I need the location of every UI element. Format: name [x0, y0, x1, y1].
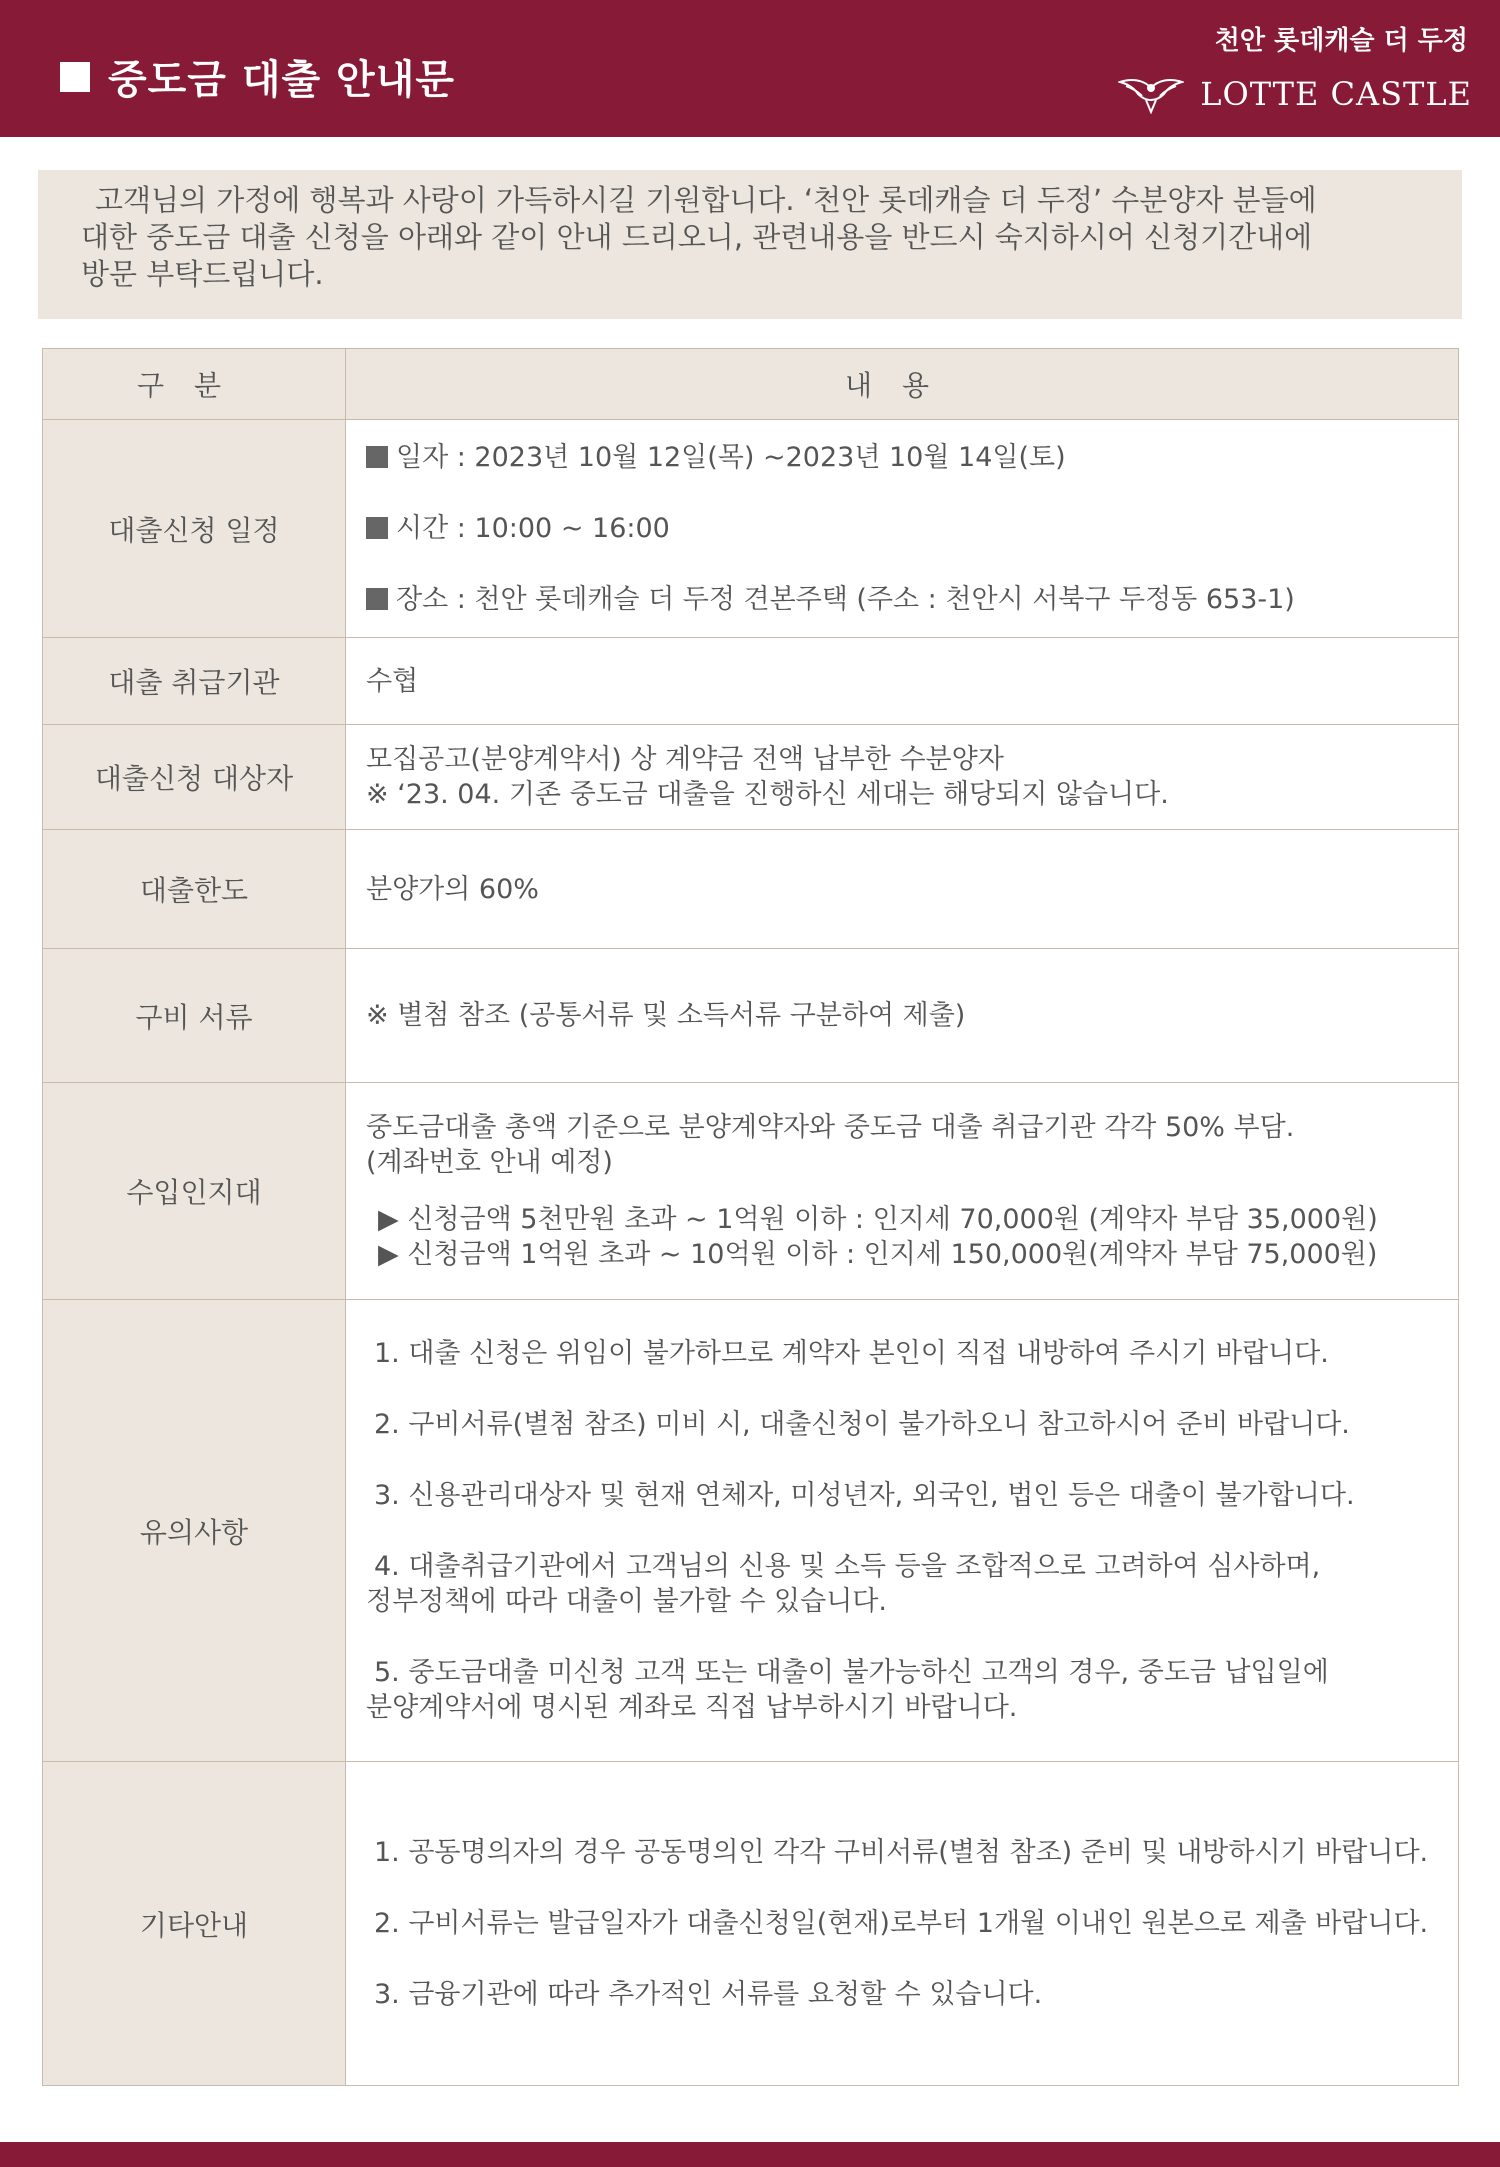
eligibility-line: 모집공고(분양계약서) 상 계약금 전액 납부한 수분양자: [366, 744, 1004, 775]
brand-logo: [1118, 74, 1472, 114]
caution-item: 분양계약서에 명시된 계좌로 직접 납부하시기 바랍니다.: [366, 1692, 1018, 1723]
schedule-date: 일자 : 2023년 10월 12일(목) ~2023년 10월 14일(토): [396, 442, 1066, 473]
intro-box: [38, 170, 1462, 319]
row-label: 대출 취급기관: [43, 638, 346, 725]
row-label: 대출신청 대상자: [43, 725, 346, 830]
row-content: [346, 1762, 1459, 2086]
table-row: [43, 638, 1459, 725]
institution-value: 수협: [366, 665, 419, 697]
table-row: [43, 1300, 1459, 1762]
stamp-tax-item: ▶ 신청금액 5천만원 초과 ~ 1억원 이하 : 인지세 70,000원 (계약자 부담 35,000원): [378, 1204, 1378, 1235]
row-content: [346, 1300, 1459, 1762]
header-bar: [0, 0, 1500, 137]
table-row: [43, 420, 1459, 638]
documents-value: ※ 별첨 참조 (공통서류 및 소득서류 구분하여 제출): [366, 1000, 966, 1031]
square-bullet-icon: [60, 62, 90, 92]
header-content: 내용: [346, 349, 1459, 420]
stamp-tax-line: 중도금대출 총액 기준으로 분양계약자와 중도금 대출 취급기관 각각 50% 부담.: [366, 1112, 1295, 1143]
square-bullet-icon: [366, 446, 388, 468]
square-bullet-icon: [366, 588, 388, 610]
square-bullet-icon: [366, 517, 388, 539]
intro-line: 대한 중도금 대출 신청을 아래와 같이 안내 드리오니, 관련내용을 반드시 숙지하시어 신청기간내에: [81, 220, 1313, 254]
row-content: [346, 638, 1459, 725]
caution-item: 1. 대출 신청은 위임이 불가하므로 계약자 본인이 직접 내방하여 주시기 바랍니다.: [374, 1338, 1329, 1369]
caution-item: 정부정책에 따라 대출이 불가할 수 있습니다.: [366, 1586, 887, 1617]
caution-item: 4. 대출취급기관에서 고객님의 신용 및 소득 등을 조합적으로 고려하여 심사하며,: [374, 1551, 1321, 1582]
intro-line: 방문 부탁드립니다.: [81, 257, 324, 291]
table-row: [43, 1762, 1459, 2086]
row-content: [346, 420, 1459, 638]
caution-item: 5. 중도금대출 미신청 고객 또는 대출이 불가능하신 고객의 경우, 중도금 납입일에: [374, 1657, 1329, 1688]
header-category: 구분: [43, 349, 346, 420]
schedule-place: 장소 : 천안 롯데캐슬 더 두정 견본주택 (주소 : 천안시 서북구 두정동 653-1): [396, 584, 1295, 615]
other-item: 1. 공동명의자의 경우 공동명의인 각각 구비서류(별첨 참조) 준비 및 내방하시기 바랍니다.: [374, 1837, 1429, 1868]
other-item: 3. 금융기관에 따라 추가적인 서류를 요청할 수 있습니다.: [374, 1979, 1043, 2010]
table-row: [43, 725, 1459, 830]
table-row: [43, 1083, 1459, 1300]
row-label: 대출신청 일정: [43, 420, 346, 638]
stamp-tax-line: (계좌번호 안내 예정): [366, 1147, 613, 1178]
row-label: 수입인지대: [43, 1083, 346, 1300]
row-content: [346, 830, 1459, 949]
intro-line: 고객님의 가정에 행복과 사랑이 가득하시길 기원합니다. ‘천안 롯데캐슬 더 두정’ 수분양자 분들에: [95, 183, 1317, 217]
caution-item: 3. 신용관리대상자 및 현재 연체자, 미성년자, 외국인, 법인 등은 대출이 불가합니다.: [374, 1480, 1355, 1511]
row-label: 구비 서류: [43, 949, 346, 1083]
table-header-row: [43, 349, 1459, 420]
table-row: [43, 949, 1459, 1083]
schedule-time: 시간 : 10:00 ~ 16:00: [396, 513, 670, 544]
caution-item: 2. 구비서류(별첨 참조) 미비 시, 대출신청이 불가하오니 참고하시어 준비 바랍니다.: [374, 1409, 1350, 1440]
row-label: 유의사항: [43, 1300, 346, 1762]
complex-name: 천안 롯데캐슬 더 두정: [1214, 26, 1468, 56]
footer-bar: [0, 2142, 1500, 2167]
page-title: 중도금 대출 안내문: [108, 57, 455, 103]
row-label: 대출한도: [43, 830, 346, 949]
table-row: [43, 830, 1459, 949]
stamp-tax-item: ▶ 신청금액 1억원 초과 ~ 10억원 이하 : 인지세 150,000원(계약자 부담 75,000원): [378, 1239, 1378, 1270]
other-item: 2. 구비서류는 발급일자가 대출신청일(현재)로부터 1개월 이내인 원본으로 제출 바랍니다.: [374, 1908, 1429, 1939]
eligibility-note: ※ ‘23. 04. 기존 중도금 대출을 진행하신 세대는 해당되지 않습니다.: [366, 779, 1169, 810]
loan-info-table: [42, 348, 1459, 2086]
page-title-block: [60, 48, 455, 105]
row-content: [346, 725, 1459, 830]
limit-value: 분양가의 60%: [366, 873, 539, 905]
brand-name: LOTTE CASTLE: [1200, 75, 1472, 113]
row-content: [346, 1083, 1459, 1300]
row-label: 기타안내: [43, 1762, 346, 2086]
eagle-icon: [1118, 74, 1184, 114]
row-content: [346, 949, 1459, 1083]
